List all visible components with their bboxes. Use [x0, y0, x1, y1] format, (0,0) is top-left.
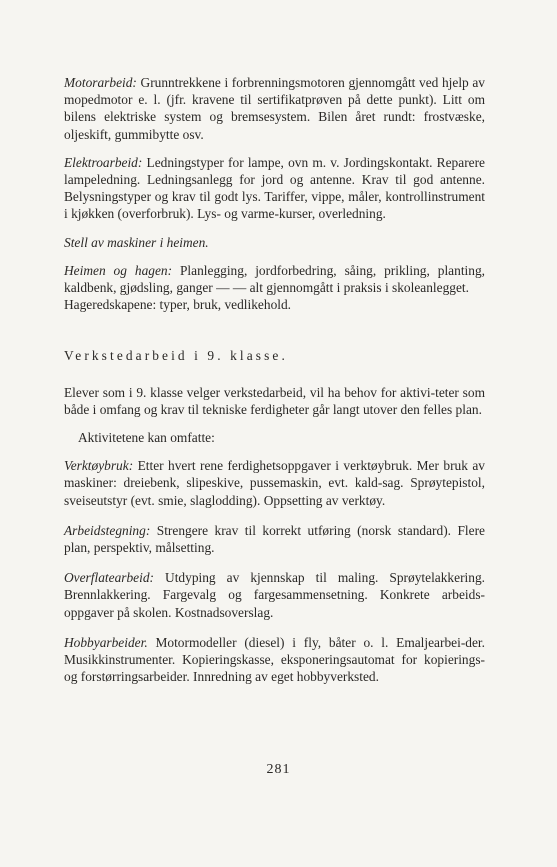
term-heimen-og-hagen: Heimen og hagen: [64, 262, 173, 278]
term-hobbyarbeider: Hobbyarbeider. [64, 634, 148, 650]
text-arbeidstegning: Strengere krav til korrekt utføring (norsk standard). Flere plan, perspektiv, målsetting. [64, 522, 485, 556]
page-number: 281 [266, 762, 291, 777]
paragraph-arbeidstegning [64, 522, 485, 556]
section-heading-verkstedarbeid: Verkstedarbeid i 9. klasse. [64, 348, 288, 364]
term-motorarbeid: Motorarbeid: [64, 75, 137, 90]
paragraph-elektroarbeid [64, 154, 485, 223]
term-verktoybruk: Verktøybruk: [64, 458, 134, 474]
text-overflatearbeid: Utdyping av kjennskap til maling. Sprøytelakkering. Brennlakkering. Fargevalg og fargesammensetning. Konkrete arbeids-oppgaver på skolen. Kostnadsoverslag. [64, 570, 485, 620]
paragraph-elever: Elever som i 9. klasse velger verkstedarbeid, vil ha behov for aktivi-teter som både i omfang og krav til tekniske ferdigheter går langt utover den felles plan. [64, 384, 485, 417]
paragraph-hageredskapene: Hageredskapene: typer, bruk, vedlikehold. [64, 297, 292, 313]
paragraph-aktivitetene: Aktivitetene kan omfatte: [78, 430, 215, 446]
subheading-text: Stell av maskiner i heimen. [64, 234, 209, 250]
paragraph-motorarbeid [64, 74, 485, 143]
paragraph-verktoybruk [64, 457, 485, 509]
text-elektroarbeid: Ledningstyper for lampe, ovn m. v. Jordingskontakt. Reparere lampeledning. Ledningsanlegg for jord og antenne. Krav til god antenne. Belysningstyper og krav til godt lys. Tariffer, vippe, måler, kontrollinstrument i kjøkken (overforbruk). Lys- og varme-kurser, overledning. [64, 154, 485, 222]
text-hobbyarbeider: Motormodeller (diesel) i fly, båter o. l. Emaljearbei-der. Musikkinstrumenter. Kopieringskasse, eksponeringsautomat for kopierings- og forstørringsarbeider. Innredning av eget hobbyverksted. [64, 634, 485, 685]
subheading-stell-av-maskiner [64, 234, 485, 251]
text-verktoybruk: Etter hvert rene ferdighetsoppgaver i verktøybruk. Mer bruk av maskiner: dreiebenk, slipeskive, pussemaskin, evt. kald-sag. Sprøytepistol, sveiseutstyr (evt. smie, slaglodding). Oppsetting av verktøy. [64, 458, 485, 508]
term-arbeidstegning: Arbeidstegning: [64, 522, 151, 538]
term-overflatearbeid: Overflatearbeid: [64, 570, 154, 586]
paragraph-hobbyarbeider [64, 634, 485, 686]
text-motorarbeid: Grunntrekkene i forbrenningsmotoren gjennomgått ved hjelp av mopedmotor e. l. (jfr. kravene til sertifikatprøven på dette punkt). Litt om bilens elektriske system og bremsesystem. Bilen året rundt: frostvæske, oljeskift, gummibytte osv. [64, 75, 485, 142]
paragraph-overflatearbeid [64, 569, 485, 621]
text-heimen-og-hagen: Planlegging, jordforbedring, såing, prikling, planting, kaldbenk, gjødsling, ganger — — alt gjennomgått i praksis i skoleanlegget. [64, 262, 485, 296]
term-elektroarbeid: Elektroarbeid: [64, 154, 143, 170]
paragraph-heimen-og-hagen [64, 262, 485, 296]
